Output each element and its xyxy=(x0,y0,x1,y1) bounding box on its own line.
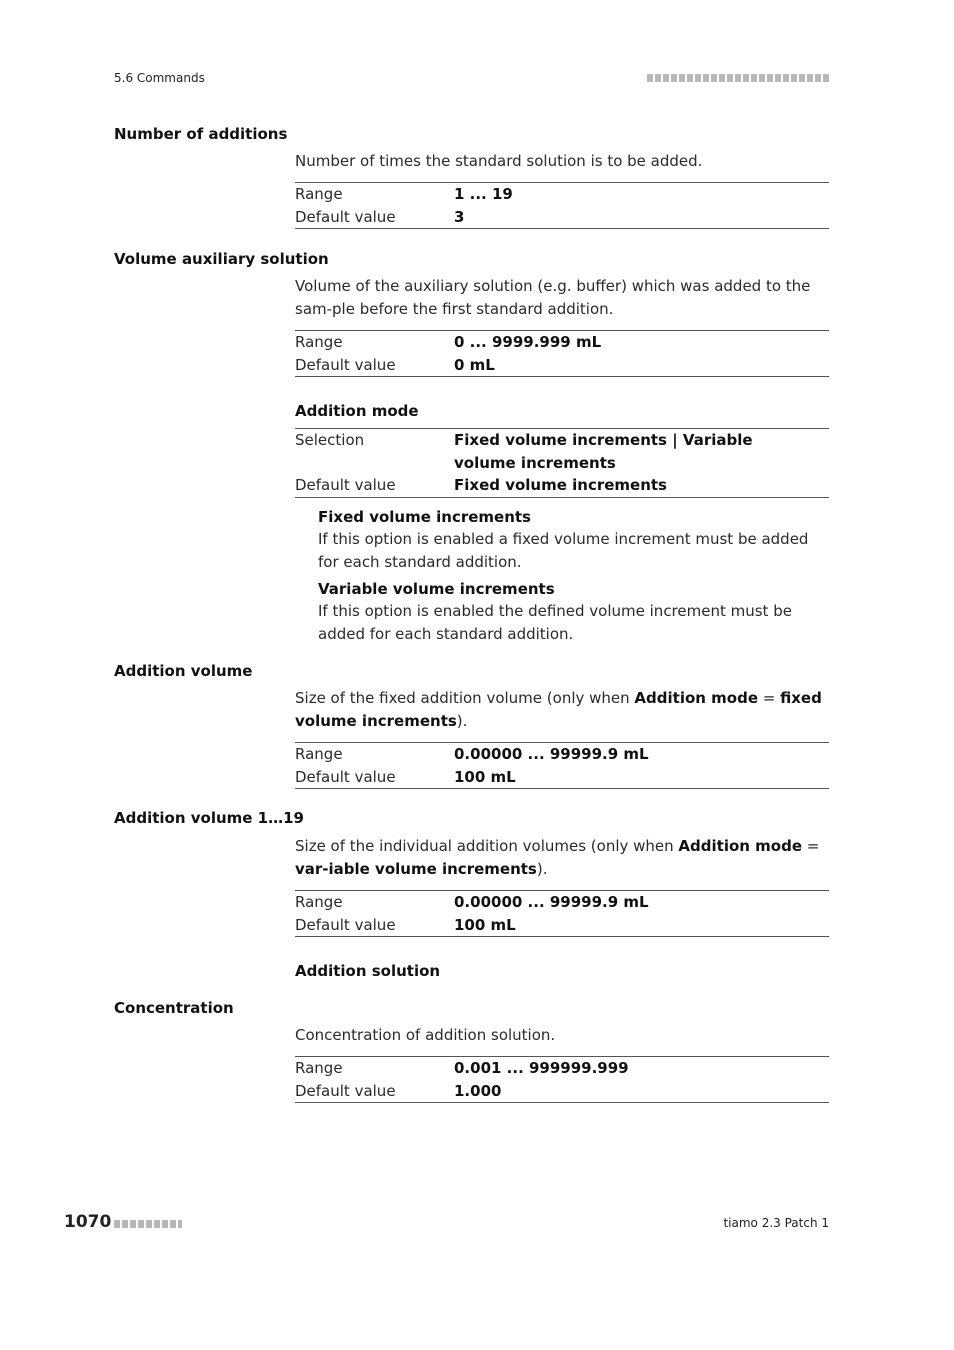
row-label: Range xyxy=(295,893,343,911)
row-label: Selection xyxy=(295,431,365,449)
parameter-title-addition-volume-1-19: Addition volume 1…19 xyxy=(114,809,304,827)
row-label: Range xyxy=(295,745,343,763)
parameter-description: Number of times the standard solution is to be added. xyxy=(295,152,703,170)
parameter-table xyxy=(295,742,829,789)
table-row xyxy=(295,1080,829,1103)
row-value: Fixed volume increments xyxy=(454,476,667,494)
parameter-description xyxy=(295,687,831,732)
row-value: 0.00000 ... 99999.9 mL xyxy=(454,745,649,763)
row-value: 1.000 xyxy=(454,1081,502,1100)
description-bold: fixed volume increments xyxy=(295,689,822,730)
row-label: Default value xyxy=(295,355,396,374)
row-label: Range xyxy=(295,185,343,203)
parameter-title-volume-auxiliary-solution: Volume auxiliary solution xyxy=(114,250,329,268)
row-value: 0 ... 9999.999 mL xyxy=(454,333,602,351)
description-bold: var-iable volume increments xyxy=(295,859,537,878)
row-value: 100 mL xyxy=(454,915,516,934)
parameter-title-concentration: Concentration xyxy=(114,999,234,1017)
option-title-variable: Variable volume increments xyxy=(318,580,555,598)
parameter-description: Volume of the auxiliary solution (e.g. buffer) which was added to the sam-ple before the first standard addition. xyxy=(295,277,811,318)
row-value: 100 mL xyxy=(454,767,516,786)
row-value: 3 xyxy=(454,207,465,226)
row-label: Default value xyxy=(295,207,396,226)
page-number: 1070 xyxy=(64,1212,112,1232)
table-row xyxy=(295,331,829,354)
table-row xyxy=(295,914,829,937)
description-text: Size of the fixed addition volume (only when xyxy=(295,689,635,707)
row-value: 1 ... 19 xyxy=(454,185,513,203)
parameter-table xyxy=(295,428,829,498)
table-row xyxy=(295,474,829,497)
description-text: = xyxy=(802,837,820,855)
option-description: If this option is enabled a fixed volume increment must be added for each standard addition. xyxy=(318,530,809,571)
row-label: Range xyxy=(295,1059,343,1077)
parameter-title-number-of-additions: Number of additions xyxy=(114,125,288,143)
parameter-title-addition-mode: Addition mode xyxy=(295,402,419,420)
product-name: tiamo 2.3 Patch 1 xyxy=(723,1216,829,1230)
row-label: Default value xyxy=(295,915,396,934)
row-label: Default value xyxy=(295,767,396,786)
parameter-description xyxy=(295,835,831,880)
description-text: ). xyxy=(456,711,468,730)
parameter-table xyxy=(295,182,829,229)
running-header-section: 5.6 Commands xyxy=(114,71,205,85)
row-label: Default value xyxy=(295,476,396,494)
table-row xyxy=(295,354,829,377)
description-text: ). xyxy=(536,859,548,878)
section-title-addition-solution: Addition solution xyxy=(295,962,441,980)
parameter-title-addition-volume: Addition volume xyxy=(114,662,253,680)
parameter-table xyxy=(295,890,829,937)
footer-decoration xyxy=(114,1220,182,1228)
row-label: Default value xyxy=(295,1081,396,1100)
table-row xyxy=(295,183,829,206)
parameter-table xyxy=(295,1056,829,1103)
row-value: Fixed volume increments | Variable volume increments xyxy=(454,431,753,472)
table-row xyxy=(295,766,829,789)
table-row xyxy=(295,891,829,914)
table-row xyxy=(295,743,829,766)
table-row xyxy=(295,206,829,229)
row-label: Range xyxy=(295,333,343,351)
parameter-table xyxy=(295,330,829,377)
option-title-fixed: Fixed volume increments xyxy=(318,508,531,526)
description-text: Size of the individual addition volumes (only when xyxy=(295,837,679,855)
description-text: = xyxy=(758,689,781,707)
description-bold: Addition mode xyxy=(678,837,803,855)
row-value: 0.00000 ... 99999.9 mL xyxy=(454,893,649,911)
parameter-description: Concentration of addition solution. xyxy=(295,1026,556,1044)
option-description: If this option is enabled the defined volume increment must be added for each standard addition. xyxy=(318,602,792,643)
table-row xyxy=(295,429,829,474)
description-bold: Addition mode xyxy=(634,689,759,707)
header-decoration xyxy=(647,74,829,82)
row-value: 0.001 ... 999999.999 xyxy=(454,1059,629,1077)
table-row xyxy=(295,1057,829,1080)
row-value: 0 mL xyxy=(454,355,495,374)
